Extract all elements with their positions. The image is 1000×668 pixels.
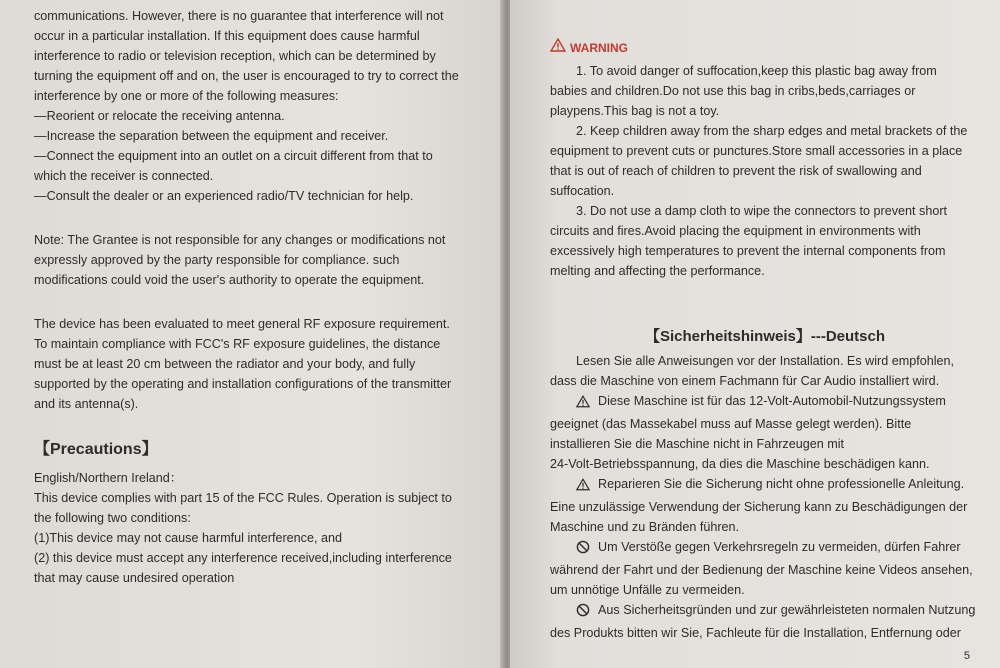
prohibited-icon	[576, 603, 590, 623]
text-line: communications. However, there is no guarantee that interference will not	[34, 9, 444, 23]
german-prohibition-2	[550, 600, 980, 643]
text-line: melting and affecting the performance.	[550, 264, 765, 278]
german-section-heading: 【Sicherheitshinweis】---Deutsch	[644, 328, 886, 345]
text-line: um unnötige Unfälle zu vermeiden.	[550, 583, 745, 597]
text-line: —Reorient or relocate the receiving antenna.	[34, 109, 285, 123]
text-line: This device complies with part 15 of the FCC Rules. Operation is subject to	[34, 491, 452, 505]
text-line: supported by the operating and installation configurations of the transmitter	[34, 377, 452, 391]
note-paragraph	[34, 230, 475, 290]
warning-triangle-icon	[576, 477, 590, 497]
fcc-paragraph	[34, 6, 475, 206]
text-line: expressly approved by the party responsible for compliance. such	[34, 253, 400, 267]
text-line: interference by one or more of the following measures:	[34, 89, 339, 103]
text-line: des Produkts bitten wir Sie, Fachleute für die Installation, Entfernung oder	[550, 626, 961, 640]
german-prohibition-1	[550, 537, 980, 600]
right-page	[510, 0, 1000, 668]
text-line: babies and children.Do not use this bag in cribs,beds,carriages or	[550, 84, 916, 98]
warning-label: WARNING	[570, 40, 628, 55]
text-line: equipment to prevent cuts or punctures.Store small accessories in a place	[550, 144, 963, 158]
text-line: —Connect the equipment into an outlet on a circuit different from that to	[34, 149, 433, 163]
text-line: suffocation.	[550, 184, 615, 198]
german-warning-2	[550, 474, 980, 537]
text-line: that is out of reach of children to prevent the risk of swallowing and	[550, 164, 922, 178]
text-line: —Consult the dealer or an experienced radio/TV technician for help.	[34, 189, 414, 203]
text-line: dass die Maschine von einem Fachmann für Car Audio installiert wird.	[550, 374, 940, 388]
text-line: must be at least 20 cm between the radiator and your body, and fully	[34, 357, 416, 371]
prohibited-icon	[576, 540, 590, 560]
text-line: 2. Keep children away from the sharp edges and metal brackets of the	[576, 124, 968, 138]
warning-triangle-icon	[550, 38, 566, 57]
text-line: installieren Sie die Maschine nicht in Fahrzeugen mit	[550, 437, 845, 451]
text-line: excessively high temperatures to prevent the internal components from	[550, 244, 946, 258]
text-line: turning the equipment off and on, the user is encouraged to try to correct the	[34, 69, 459, 83]
text-line: circuits and fires.Avoid placing the equipment in environments with	[550, 224, 921, 238]
warning-item-1	[550, 61, 980, 121]
text-line: modifications could void the user's authority to operate the equipment.	[34, 273, 425, 287]
text-line: Maschine und zu Bränden führen.	[550, 520, 740, 534]
text-line: Note: The Grantee is not responsible for any changes or modifications not	[34, 233, 446, 247]
text-line: 24-Volt-Betriebsspannung, da dies die Maschine beschädigen kann.	[550, 457, 930, 471]
text-line: Eine unzulässige Verwendung der Sicherung kann zu Beschädigungen der	[550, 500, 968, 514]
text-line: während der Fahrt und der Bedienung der Maschine keine Videos ansehen,	[550, 563, 973, 577]
text-line: which the receiver is connected.	[34, 169, 214, 183]
text-line: 3. Do not use a damp cloth to wipe the connectors to prevent short	[576, 204, 948, 218]
precautions-heading: 【Precautions】	[34, 441, 158, 458]
german-intro	[550, 351, 980, 391]
german-warning-1	[550, 391, 980, 474]
text-line: Lesen Sie alle Anweisungen vor der Installation. Es wird empfohlen,	[576, 354, 955, 368]
warning-item-3	[550, 201, 980, 281]
text-line: —Increase the separation between the equipment and receiver.	[34, 129, 389, 143]
warning-triangle-icon	[576, 394, 590, 414]
text-line: 1. To avoid danger of suffocation,keep this plastic bag away from	[576, 64, 937, 78]
text-line: (1)This device may not cause harmful interference, and	[34, 531, 342, 545]
warning-header	[550, 38, 980, 57]
text-line: Um Verstöße gegen Verkehrsregeln zu vermeiden, dürfen Fahrer	[598, 540, 961, 554]
text-line: occur in a particular installation. If this equipment does cause harmful	[34, 29, 420, 43]
text-line: To maintain compliance with FCC's RF exposure guidelines, the distance	[34, 337, 441, 351]
precautions-section	[34, 468, 475, 588]
text-line: Diese Maschine ist für das 12-Volt-Automobil-Nutzungssystem	[598, 394, 946, 408]
text-line: (2) this device must accept any interference received,including interference	[34, 551, 452, 565]
text-line: that may cause undesired operation	[34, 571, 235, 585]
text-line: Reparieren Sie die Sicherung nicht ohne professionelle Anleitung.	[598, 477, 965, 491]
page-number: 5	[963, 650, 970, 662]
text-line: The device has been evaluated to meet general RF exposure requirement.	[34, 317, 450, 331]
text-line: English/Northern Ireland：	[34, 471, 183, 485]
rf-exposure-paragraph	[34, 314, 475, 414]
text-line: and its antenna(s).	[34, 397, 139, 411]
warning-item-2	[550, 121, 980, 201]
text-line: the following two conditions:	[34, 511, 191, 525]
text-line: geeignet (das Massekabel muss auf Masse gelegt werden). Bitte	[550, 417, 912, 431]
text-line: playpens.This bag is not a toy.	[550, 104, 720, 118]
text-line: interference to radio or television reception, which can be determined by	[34, 49, 436, 63]
text-line: Aus Sicherheitsgründen und zur gewährleisteten normalen Nutzung	[598, 603, 976, 617]
